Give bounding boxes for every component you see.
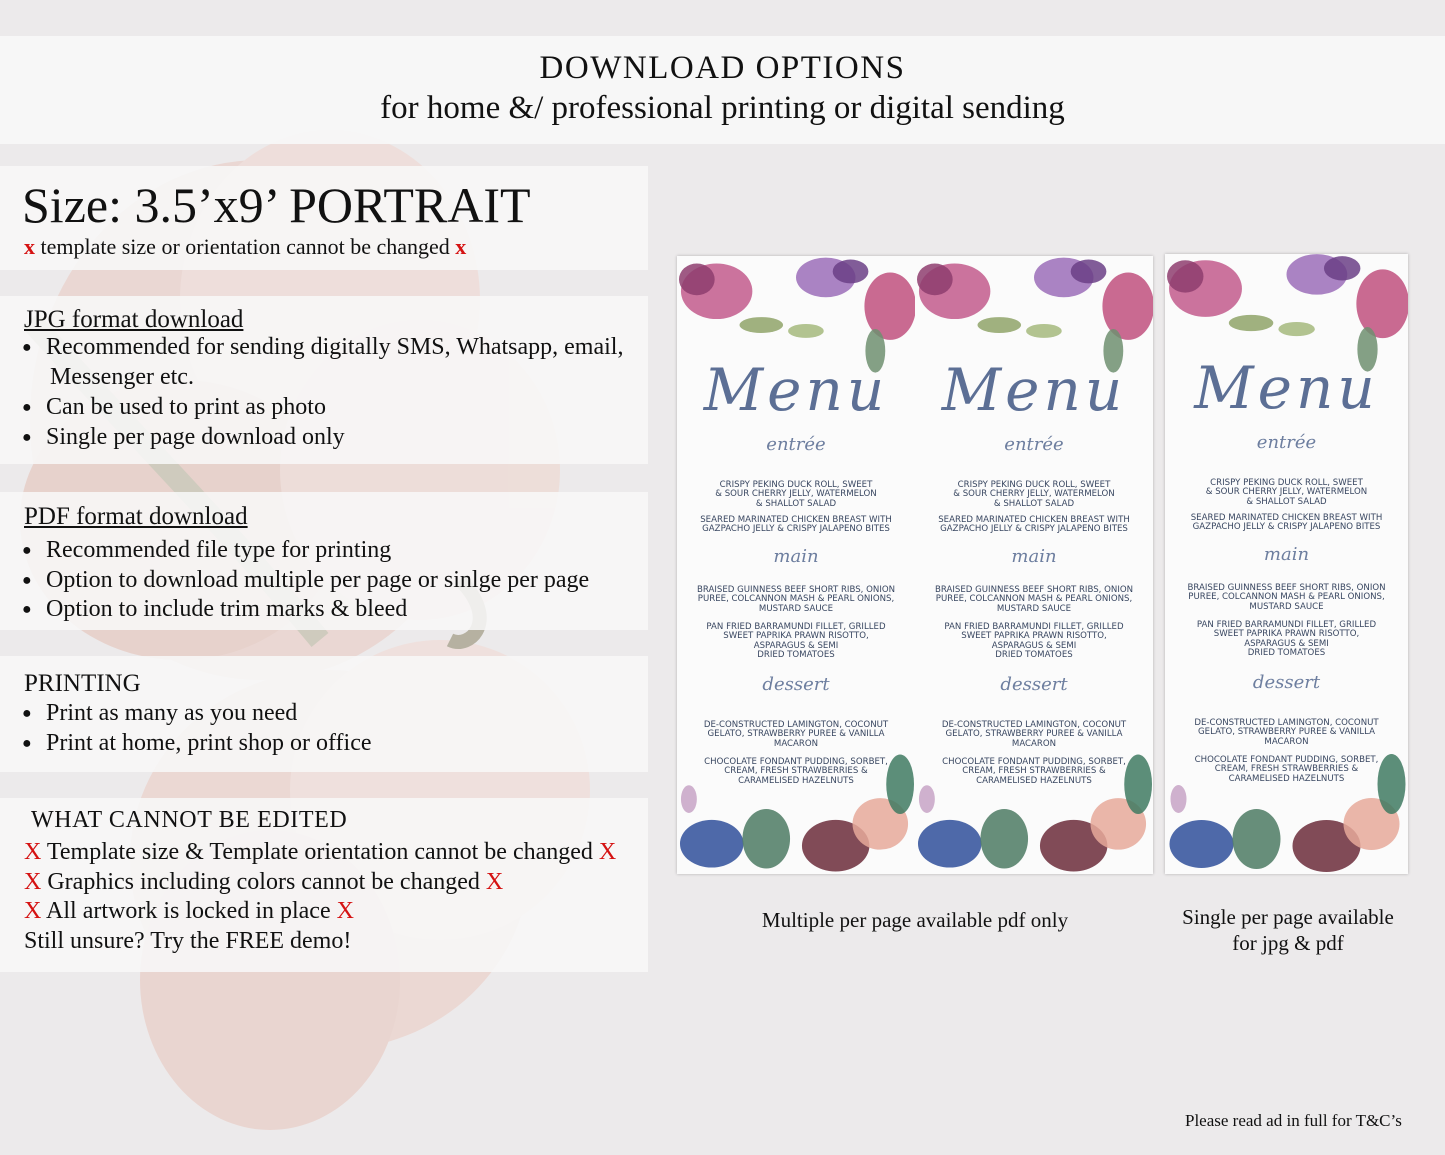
- menu-card: [915, 256, 1153, 874]
- multi-caption: Multiple per page available pdf only: [761, 908, 1069, 932]
- bullet-icon: ●: [22, 339, 32, 356]
- red-x-icon: X: [485, 869, 504, 895]
- menu-dish: SEARED MARINATED CHICKEN BREAST WITH GAZPACHO JELLY & CRISPY JALAPENO BITES: [1190, 513, 1383, 533]
- menu-course-heading: dessert: [1000, 674, 1068, 695]
- single-per-page-preview: [1165, 254, 1408, 874]
- printing-heading: PRINTING: [24, 670, 141, 697]
- menu-course-heading: main: [773, 546, 819, 567]
- menu-dish: BRAISED GUINNESS BEEF SHORT RIBS, ONION PUREE, COLCANNON MASH & PEARL ONIONS, MUSTARD SAUCE: [696, 585, 896, 614]
- menu-dish: CHOCOLATE FONDANT PUDDING, SORBET, CREAM, FRESH STRAWBERRIES & CARAMELISED HAZELNUTS: [704, 757, 888, 786]
- menu-dish: CHOCOLATE FONDANT PUDDING, SORBET, CREAM, FRESH STRAWBERRIES & CARAMELISED HAZELNUTS: [1194, 755, 1379, 784]
- jpg-heading: JPG format download: [24, 306, 244, 333]
- menu-course-heading: dessert: [762, 674, 830, 695]
- red-x-icon: X: [24, 839, 42, 865]
- menu-sheet: [677, 256, 1153, 874]
- list-item: ● Option to download multiple per page or sinlge per page: [22, 567, 590, 593]
- list-item: ● Single per page download only: [22, 424, 345, 450]
- menu-card: [1165, 254, 1408, 874]
- menu-title: Menu: [703, 356, 889, 424]
- bullet-icon: ●: [22, 429, 32, 446]
- pdf-panel: [0, 492, 648, 630]
- menu-title: Menu: [941, 356, 1127, 424]
- menu-dish: PAN FRIED BARRAMUNDI FILLET, GRILLED SWEET PAPRIKA PRAWN RISOTTO, ASPARAGUS & SEMI DRIED TOMATOES: [1196, 620, 1377, 659]
- multi-per-page-preview: [677, 256, 1153, 874]
- red-x-icon: X: [24, 869, 42, 895]
- menu-course-heading: main: [1011, 546, 1057, 567]
- list-item: X Graphics including colors cannot be changed X: [24, 869, 504, 895]
- list-item: ● Recommended file type for printing: [22, 537, 392, 563]
- menu-title: Menu: [1194, 354, 1379, 422]
- list-item: ● Recommended for sending digitally SMS, Whatsapp, email,: [22, 334, 624, 360]
- bullet-icon: ●: [22, 705, 32, 722]
- red-x-icon: X: [336, 898, 354, 924]
- closing-note: Still unsure? Try the FREE demo!: [24, 928, 352, 954]
- bullet-icon: ●: [22, 542, 32, 559]
- menu-dish: PAN FRIED BARRAMUNDI FILLET, GRILLED SWEET PAPRIKA PRAWN RISOTTO, ASPARAGUS & SEMI DRIED TOMATOES: [944, 622, 1124, 661]
- printing-panel: [0, 656, 648, 772]
- footer-note: Please read ad in full for T&C’s: [1185, 1111, 1402, 1130]
- page-subtitle: for home &/ professional printing or digital sending: [380, 90, 1065, 126]
- page-title: DOWNLOAD OPTIONS: [539, 50, 906, 86]
- menu-dish: BRAISED GUINNESS BEEF SHORT RIBS, ONION PUREE, COLCANNON MASH & PEARL ONIONS, MUSTARD SAUCE: [1187, 583, 1386, 612]
- list-item: ● Print as many as you need: [22, 700, 298, 726]
- menu-course-heading: main: [1263, 544, 1310, 565]
- menu-course-heading: entrée: [1256, 432, 1317, 453]
- header-band: [0, 36, 1445, 144]
- menu-course-heading: dessert: [1252, 672, 1321, 693]
- size-panel: [0, 166, 648, 270]
- menu-dish: CRISPY PEKING DUCK ROLL, SWEET & SOUR CHERRY JELLY, WATERMELON & SHALLOT SALAD: [1205, 478, 1368, 507]
- list-item: ● Print at home, print shop or office: [22, 730, 372, 756]
- bullet-icon: ●: [22, 735, 32, 752]
- menu-dish: SEARED MARINATED CHICKEN BREAST WITH GAZPACHO JELLY & CRISPY JALAPENO BITES: [938, 515, 1130, 535]
- not-editable-panel: [0, 798, 648, 972]
- size-title: Size: 3.5’x9’ PORTRAIT: [22, 177, 531, 233]
- menu-dish: DE-CONSTRUCTED LAMINGTON, COCONUT GELATO, STRAWBERRY PUREE & VANILLA MACARON: [941, 720, 1127, 749]
- list-item: X Template size & Template orientation cannot be changed X: [24, 839, 617, 865]
- menu-dish: SEARED MARINATED CHICKEN BREAST WITH GAZPACHO JELLY & CRISPY JALAPENO BITES: [700, 515, 892, 535]
- menu-dish: BRAISED GUINNESS BEEF SHORT RIBS, ONION PUREE, COLCANNON MASH & PEARL ONIONS, MUSTARD SAUCE: [934, 585, 1134, 614]
- bullet-icon: ●: [22, 601, 32, 618]
- menu-card: [677, 256, 915, 874]
- size-note: [24, 234, 466, 260]
- menu-course-heading: entrée: [766, 434, 826, 455]
- bullet-icon: ●: [22, 399, 32, 416]
- single-caption: Single per page available for jpg & pdf: [1182, 905, 1394, 955]
- not-editable-heading: WHAT CANNOT BE EDITED: [31, 807, 348, 833]
- menu-sheet: [1165, 254, 1408, 874]
- red-x-icon: X: [598, 839, 617, 865]
- red-x-icon: x: [24, 234, 35, 259]
- menu-dish: CRISPY PEKING DUCK ROLL, SWEET & SOUR CHERRY JELLY, WATERMELON & SHALLOT SALAD: [953, 480, 1115, 509]
- menu-course-heading: entrée: [1004, 434, 1064, 455]
- pdf-heading: PDF format download: [24, 503, 248, 530]
- menu-dish: PAN FRIED BARRAMUNDI FILLET, GRILLED SWEET PAPRIKA PRAWN RISOTTO, ASPARAGUS & SEMI DRIED TOMATOES: [706, 622, 886, 661]
- jpg-panel: [0, 296, 648, 464]
- size-note-text: template size or orientation cannot be changed: [35, 234, 456, 259]
- menu-dish: DE-CONSTRUCTED LAMINGTON, COCONUT GELATO, STRAWBERRY PUREE & VANILLA MACARON: [1194, 718, 1379, 747]
- menu-dish: CHOCOLATE FONDANT PUDDING, SORBET, CREAM, FRESH STRAWBERRIES & CARAMELISED HAZELNUTS: [942, 757, 1126, 786]
- red-x-icon: X: [24, 898, 42, 924]
- list-item: X All artwork is locked in place X: [24, 898, 354, 924]
- list-item: ● Can be used to print as photo: [22, 394, 326, 420]
- bullet-icon: ●: [22, 572, 32, 589]
- menu-dish: CRISPY PEKING DUCK ROLL, SWEET & SOUR CHERRY JELLY, WATERMELON & SHALLOT SALAD: [715, 480, 877, 509]
- list-item-continued: Messenger etc.: [50, 364, 194, 390]
- menu-dish: DE-CONSTRUCTED LAMINGTON, COCONUT GELATO, STRAWBERRY PUREE & VANILLA MACARON: [703, 720, 889, 749]
- red-x-icon: x: [455, 234, 467, 259]
- list-item: ● Option to include trim marks & bleed: [22, 596, 408, 622]
